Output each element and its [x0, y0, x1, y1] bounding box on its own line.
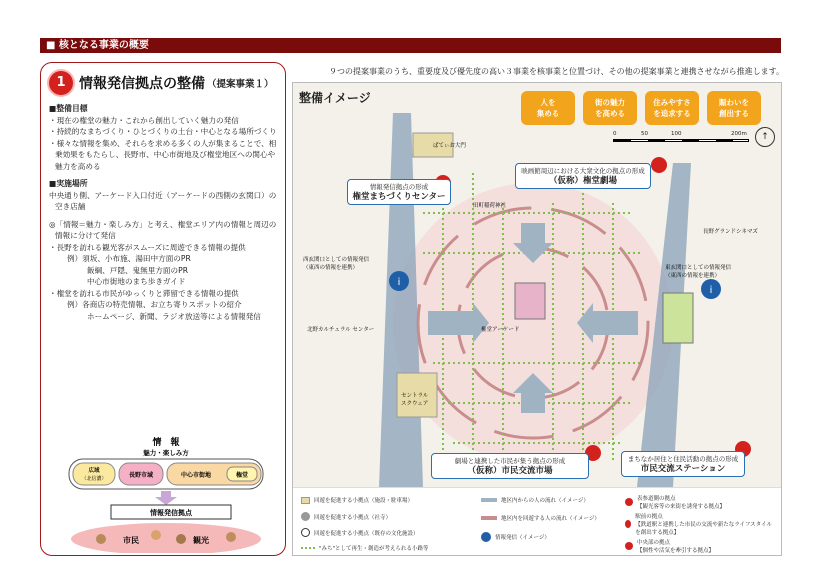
legend-item-3: 回遊を促進する小拠点（既存の文化施設） — [301, 528, 419, 537]
example-5: ホームページ、新聞、ラジオ放送等による情報発信 — [87, 311, 261, 321]
label-kitano: 北野カルチュラル センター — [307, 327, 375, 333]
callout-station: まちなか居住と住民活動の拠点の形成 市民交流ステーション — [621, 451, 745, 477]
legend-item-1: 回遊を促進する小拠点（施設・駐車場） — [301, 496, 413, 504]
left-panel — [40, 62, 286, 556]
citizen-label: 市民 — [123, 536, 139, 545]
person-icon — [176, 534, 186, 544]
title-sub: （提案事業１） — [207, 79, 274, 90]
svg-text:（東西の情報を連携）: （東西の情報を連携） — [303, 265, 359, 271]
label-central: セントラル — [401, 393, 429, 399]
legend-item-4: "みち"として再生・創造が考えられる小路等 — [301, 544, 429, 552]
svg-text:スクウェア: スクウェア — [401, 401, 429, 407]
hub-label: 情報発信拠点 — [150, 509, 192, 517]
example-1: 例）須坂、小布施、湯田中方面のPR — [67, 254, 191, 263]
label-daimaru: ぱてぃお大門 — [433, 143, 466, 149]
goal-1: ・現在の権堂の魅力・これから創出していく魅力の発信 — [49, 115, 239, 125]
svg-text:長野市域: 長野市域 — [128, 472, 154, 479]
svg-text:i: i — [709, 285, 713, 296]
map-title: 整備イメージ — [299, 91, 371, 105]
info-icon-west — [389, 271, 409, 291]
intro-text: ９つの提案事業のうち、重要度及び優先度の高い３事業を核事業と位置づけ、その他の提案事業と連携させながら推進します。 — [328, 67, 784, 76]
tourist-label: 観光 — [193, 536, 209, 545]
north-compass-icon: ↑ — [755, 127, 775, 147]
map-legend — [293, 487, 782, 556]
legend-item-5: 地区内からの人の流れ（イメージ） — [481, 496, 589, 504]
callout-center: 情報発信拠点の形成 権堂まちづくりセンター — [347, 179, 451, 205]
diagram-heading: 情 報 — [152, 438, 180, 448]
concept: ◎「情報＝魅力・楽しみ方」と考え、権堂エリア内の情報と周辺の情報に分けて発信 — [49, 219, 277, 240]
bullet-1: ・長野を訪れる観光客がスムーズに周遊できる情報の提供 — [49, 242, 246, 252]
place-heading: ■実施場所 — [49, 179, 88, 188]
scale-bar: 0 50 100 200m — [613, 131, 749, 145]
label-west: 西玄関口としての情報発信 — [303, 257, 370, 263]
label-tamon: 田町稲荷神社 — [473, 203, 507, 209]
person-icon — [226, 532, 236, 542]
legend-item-10: 中央部の拠点 【個性や活気を牽引する拠点】 — [625, 538, 775, 554]
goal-heading: ■整備目標 — [49, 104, 88, 113]
example-3: 中心市街地のまち歩きガイド — [87, 277, 186, 286]
goal-badge-4: 賑わいを 創出する — [707, 91, 761, 125]
section-header: ■ 核となる事業の概要 — [40, 38, 781, 53]
svg-text:（東西の情報を連携）: （東西の情報を連携） — [665, 273, 721, 279]
legend-item-8: 表参道側の拠点 【観光客等の来街を誘発する拠点】 — [625, 494, 775, 510]
marker-3-icon — [651, 157, 667, 173]
svg-text:広域: 広域 — [88, 468, 100, 474]
station-site — [663, 293, 693, 343]
gondo-theater-site — [515, 283, 545, 319]
number-badge: 1 — [49, 71, 73, 95]
goal-badge-2: 街の魅力 を高める — [583, 91, 637, 125]
map-area — [292, 82, 782, 556]
diagram-sub: 魅力・楽しみ方 — [143, 449, 189, 457]
bullet-2: ・権堂を訪れる市民がゆっくりと滞留できる情報の提供 — [49, 288, 239, 298]
svg-text:i: i — [397, 277, 401, 288]
goal-3: ・様々な情報を集め、それらを求める多くの人が集まることで、相乗効果をもたらし、長野市、中心市街地及び権堂地区への関心や魅力を高める — [49, 138, 277, 171]
example-2: 飯綱、戸隠、鬼無里方面のPR — [87, 265, 188, 275]
label-nagano: 長野グランドシネマズ — [703, 229, 758, 235]
place-text: 中央通り側、アーケード入口付近（アーケードの西側の玄関口）の空き店舗 — [49, 190, 277, 211]
svg-text:権堂: 権堂 — [235, 472, 249, 479]
person-icon — [96, 534, 106, 544]
callout-market: 劇場と連携した市民が集う拠点の形成 （仮称）市民交流市場 — [431, 453, 589, 479]
goal-badge-3: 住みやすさ を追求する — [645, 91, 699, 125]
svg-text:（北信濃）: （北信濃） — [81, 476, 107, 482]
legend-item-7: 情報発信（イメージ） — [481, 532, 550, 542]
svg-text:中心市街地: 中心市街地 — [180, 472, 212, 479]
section-title — [49, 71, 274, 95]
person-icon — [151, 530, 161, 540]
goal-badge-1: 人を 集める — [521, 91, 575, 125]
label-east: 東玄関口としての情報発信 — [665, 265, 732, 271]
legend-item-6: 地区内を回遊する人の流れ（イメージ） — [481, 514, 600, 522]
callout-theater: 映画館周辺における大衆文化の拠点の形成 （仮称）権堂劇場 — [515, 163, 651, 189]
info-diagram — [61, 435, 271, 553]
title-text: 情報発信拠点の整備 — [79, 76, 205, 92]
legend-item-9: 駅前の拠点 【鉄道駅と連携した市民の交流や新たなライフスタイルを創出する拠点】 — [625, 512, 775, 536]
example-4: 例）各商店の特売情報、お立ち寄りスポットの紹介 — [67, 300, 242, 309]
info-icon-east — [701, 279, 721, 299]
down-arrow — [155, 491, 177, 505]
left-body — [49, 103, 281, 322]
goal-2: ・持続的なまちづくり・ひとづくりの土台・中心となる場所づくり — [49, 127, 277, 136]
label-arcade: 権堂アーケード — [481, 327, 520, 333]
legend-item-2: 回遊を促進する小拠点（社寺） — [301, 512, 391, 521]
